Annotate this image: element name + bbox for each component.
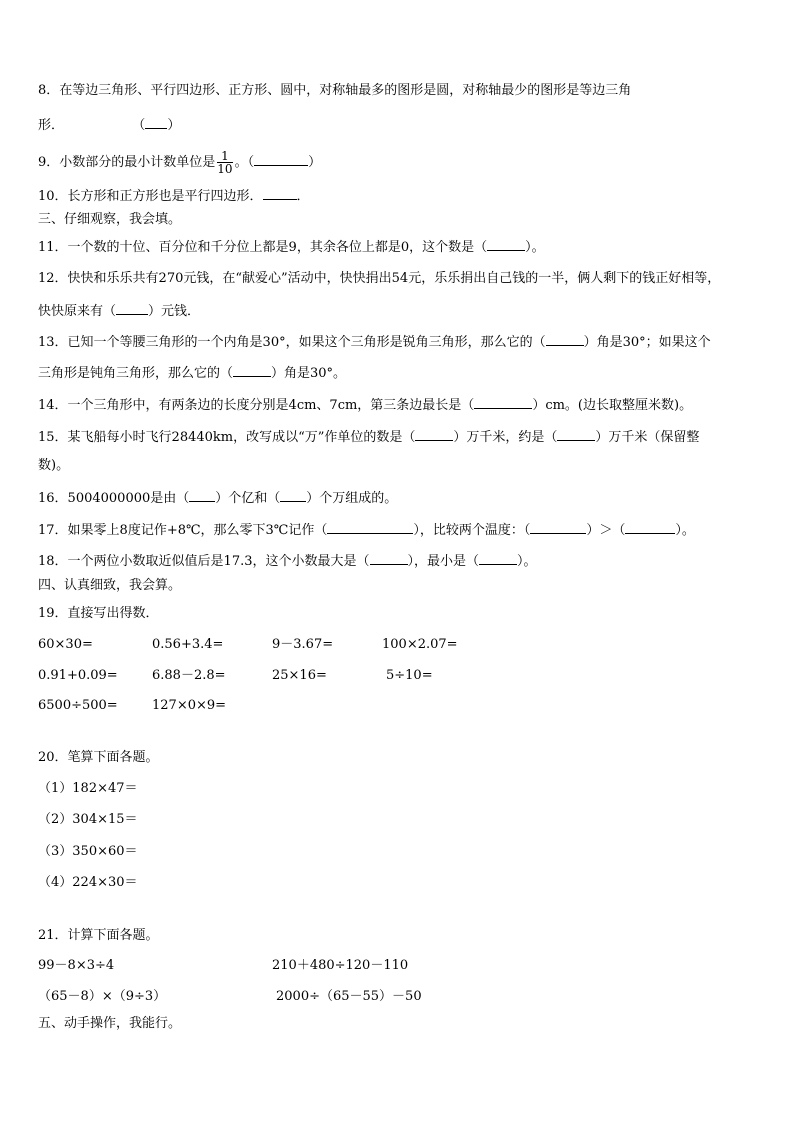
question-12-line2: 快快原来有（ ）元钱． bbox=[38, 304, 201, 319]
q9-answer-blank[interactable] bbox=[254, 153, 308, 166]
q10-text: 10．长方形和正方形也是平行四边形． bbox=[38, 189, 263, 204]
q21-item: 99－8×3÷4 bbox=[38, 958, 115, 973]
q20-item: （1）182×47＝ bbox=[38, 781, 138, 796]
question-9: 9．小数部分的最小计数单位是 $\frac{1}{10}$ 。（ ） bbox=[38, 149, 322, 176]
q15-answer-blank-2[interactable] bbox=[557, 428, 595, 441]
question-12: 12．快快和乐乐共有270元钱，在“献爱心”活动中，快快捐出54元，乐乐捐出自己钱的一半，俩人剩下的钱正好相等， bbox=[38, 271, 721, 286]
q20-item: （2）304×15＝ bbox=[38, 812, 138, 827]
q19-item: 6500÷500= bbox=[38, 698, 118, 713]
q11-answer-blank[interactable] bbox=[487, 238, 525, 251]
q13-answer-blank-2[interactable] bbox=[233, 364, 271, 377]
q19-item: 6.88－2.8= bbox=[152, 668, 226, 683]
q9-text: 9．小数部分的最小计数单位是 bbox=[38, 155, 216, 170]
q18-answer-blank-1[interactable] bbox=[370, 552, 408, 565]
section-3-heading: 三、仔细观察，我会填。 bbox=[38, 212, 182, 227]
q8-text-line2: 形． bbox=[38, 118, 65, 133]
q17-answer-blank-1[interactable] bbox=[327, 521, 413, 534]
question-11: 11．一个数的十位、百分位和千分位上都是9，其余各位上都是0，这个数是（ ）。 bbox=[38, 240, 545, 255]
q19-item: 127×0×9= bbox=[152, 698, 227, 713]
question-10: 10．长方形和正方形也是平行四边形． ． bbox=[38, 189, 310, 204]
q16-answer-blank-1[interactable] bbox=[189, 489, 215, 502]
q19-item: 0.56+3.4= bbox=[152, 637, 224, 652]
question-8 bbox=[38, 83, 631, 99]
q14-answer-blank[interactable] bbox=[474, 396, 532, 409]
question-13: 13．已知一个等腰三角形的一个内角是30°，如果这个三角形是锐角三角形，那么它的（ ）角是30°；如果这个 bbox=[38, 335, 711, 350]
q17-answer-blank-3[interactable] bbox=[625, 521, 675, 534]
q20-item: （4）224×30＝ bbox=[38, 875, 138, 890]
question-19-title: 19．直接写出得数． bbox=[38, 606, 159, 621]
q20-item: （3）350×60＝ bbox=[38, 844, 138, 859]
q10-answer-blank[interactable] bbox=[263, 187, 297, 200]
q21-item: 2000÷（65－55）－50 bbox=[276, 989, 422, 1004]
q21-item: （65－8）×（9÷3） bbox=[38, 989, 167, 1004]
question-18: 18．一个两位小数取近似值后是17.3，这个小数最大是（ ），最小是（ ）。 bbox=[38, 554, 537, 569]
q18-answer-blank-2[interactable] bbox=[479, 552, 517, 565]
question-8-line2: 形． （ ） bbox=[38, 118, 181, 133]
q8-answer-blank[interactable] bbox=[145, 116, 167, 129]
q19-item: 100×2.07= bbox=[382, 637, 458, 652]
question-16: 16．5004000000是由（ ）个亿和（ ）个万组成的。 bbox=[38, 491, 398, 506]
q17-answer-blank-2[interactable] bbox=[530, 521, 586, 534]
q15-answer-blank-1[interactable] bbox=[415, 428, 453, 441]
q19-item: 9－3.67= bbox=[272, 637, 334, 652]
q12-answer-blank[interactable] bbox=[116, 302, 148, 315]
question-15: 15．某飞船每小时飞行28440km，改写成以“万”作单位的数是（ ）万千米，约是（ ）万千米（保留整 bbox=[38, 430, 700, 445]
q16-answer-blank-2[interactable] bbox=[280, 489, 306, 502]
q19-item: 5÷10= bbox=[386, 668, 433, 683]
section-4-heading: 四、认真细致，我会算。 bbox=[38, 578, 182, 593]
section-5-heading: 五、动手操作，我能行。 bbox=[38, 1016, 182, 1031]
fraction-one-tenth: $\frac{1}{10}$ bbox=[217, 149, 233, 176]
q21-item: 210＋480÷120－110 bbox=[272, 958, 409, 973]
question-17: 17．如果零上8度记作+8℃，那么零下3℃记作（ ），比较两个温度：（ ）＞（ ）。 bbox=[38, 523, 695, 538]
q8-text-line1: 8．在等边三角形、平行四边形、正方形、圆中，对称轴最多的图形是圆，对称轴最少的图形是等边三角 bbox=[38, 83, 632, 98]
question-21-title: 21．计算下面各题。 bbox=[38, 928, 159, 943]
question-15-line2: 数)。 bbox=[38, 458, 70, 473]
question-14: 14．一个三角形中，有两条边的长度分别是4cm、7cm，第三条边最长是（ ）cm。(边长取整厘米数)。 bbox=[38, 398, 693, 413]
q13-answer-blank-1[interactable] bbox=[546, 333, 584, 346]
q19-item: 60×30= bbox=[38, 637, 93, 652]
q19-item: 0.91+0.09= bbox=[38, 668, 118, 683]
question-13-line2: 三角形是钝角三角形，那么它的（ ）角是30°。 bbox=[38, 366, 347, 381]
question-20-title: 20．笔算下面各题。 bbox=[38, 750, 159, 765]
q19-item: 25×16= bbox=[272, 668, 327, 683]
